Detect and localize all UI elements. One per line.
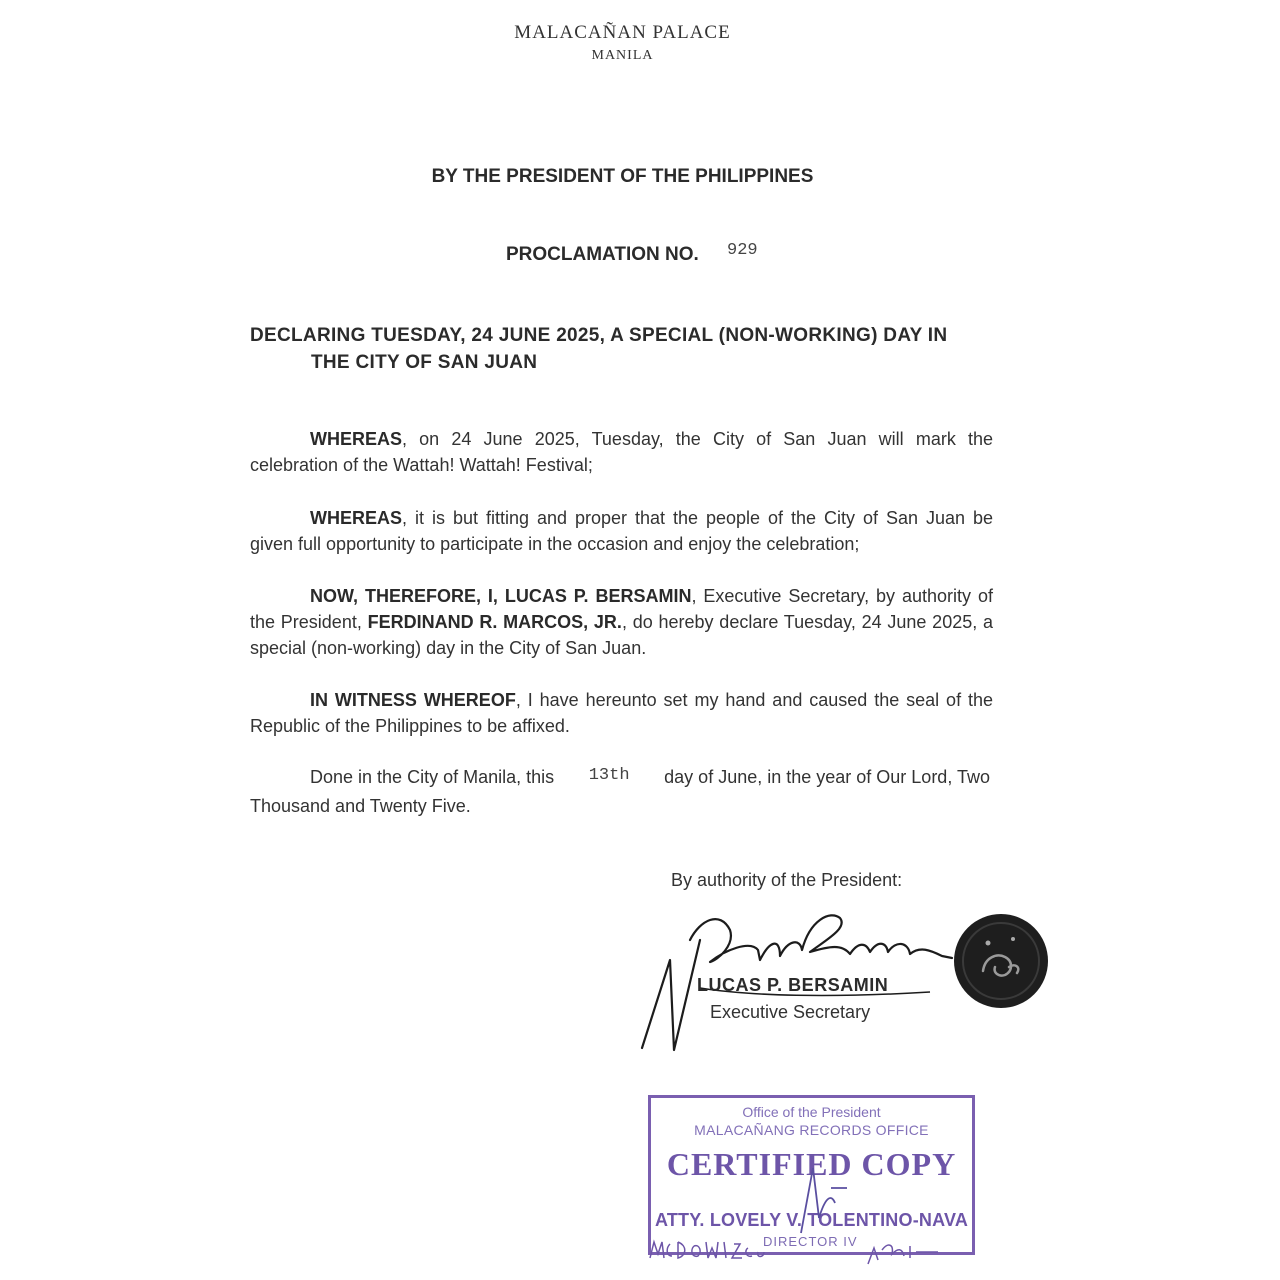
paragraph-lead: WHEREAS bbox=[310, 508, 403, 528]
proclamation-heading bbox=[250, 322, 995, 376]
signatory-title: Executive Secretary bbox=[710, 1002, 871, 1022]
letterhead-title: MALACAÑAN PALACE bbox=[514, 22, 731, 43]
witness-paragraph bbox=[250, 687, 993, 739]
stamp-records-office: MALACAÑANG RECORDS OFFICE bbox=[694, 1122, 929, 1138]
heading-line-1: DECLARING TUESDAY, 24 JUNE 2025, A SPECIAL (NON-WORKING) DAY IN bbox=[250, 325, 948, 346]
authority-line: By authority of the President: bbox=[671, 870, 903, 890]
done-paragraph bbox=[250, 764, 993, 819]
handwritten-stamp-ref bbox=[648, 1236, 978, 1266]
done-day-value: 13th bbox=[588, 766, 630, 785]
declaration-paragraph bbox=[250, 583, 993, 661]
whereas-paragraph-1 bbox=[250, 426, 993, 478]
paragraph-lead: WHEREAS bbox=[310, 429, 403, 449]
president-name: FERDINAND R. MARCOS, JR. bbox=[367, 612, 622, 632]
paragraph-text: , it is but fitting and proper that the people of the City of San Juan be given full opportunity to participate in the occasion and enjoy the celebration; bbox=[250, 508, 993, 554]
paragraph-text: , on 24 June 2025, Tuesday, the City of San Juan will mark the celebration of the Wattah! Wattah! Festival; bbox=[250, 429, 993, 475]
stamp-office: Office of the President bbox=[742, 1104, 881, 1120]
stamp-certified-copy: CERTIFIED COPY bbox=[666, 1146, 957, 1182]
proclamation-label: PROCLAMATION NO. bbox=[506, 244, 699, 265]
letterhead-subtitle: MANILA bbox=[591, 48, 654, 63]
letterhead bbox=[0, 22, 1245, 64]
paragraph-text: , do hereby declare Tuesday, 24 June 2025, a special (non-working) day in the City of San Juan. bbox=[250, 612, 994, 658]
done-text-before: Done in the City of Manila, this bbox=[310, 767, 555, 787]
paragraph-text: , Executive Secretary, by authority of the President, bbox=[250, 586, 993, 632]
paragraph-lead: NOW, THEREFORE, I, LUCAS P. BERSAMIN bbox=[310, 586, 692, 606]
done-text-after: day of June, in the year of Our Lord, Two Thousand and Twenty Five. bbox=[250, 767, 991, 816]
signatory-name: LUCAS P. BERSAMIN bbox=[697, 975, 889, 995]
stamp-initials-icon bbox=[791, 1158, 851, 1238]
paragraph-lead: IN WITNESS WHEREOF bbox=[310, 690, 516, 710]
proclamation-number: 929 bbox=[727, 241, 758, 260]
stamp-attorney-name: ATTY. LOVELY V. TOLENTINO-NAVA bbox=[654, 1210, 969, 1230]
stamp-position: DIRECTOR IV bbox=[763, 1234, 858, 1249]
paragraph-text: , I have hereunto set my hand and caused the seal of the Republic of the Philippines to be affixed. bbox=[250, 690, 993, 736]
whereas-paragraph-2 bbox=[250, 505, 993, 557]
issuer-line: BY THE PRESIDENT OF THE PHILIPPINES bbox=[431, 166, 814, 187]
official-seal-icon bbox=[953, 913, 1049, 1009]
heading-line-2: THE CITY OF SAN JUAN bbox=[311, 352, 538, 373]
certified-copy-stamp bbox=[648, 1095, 975, 1255]
